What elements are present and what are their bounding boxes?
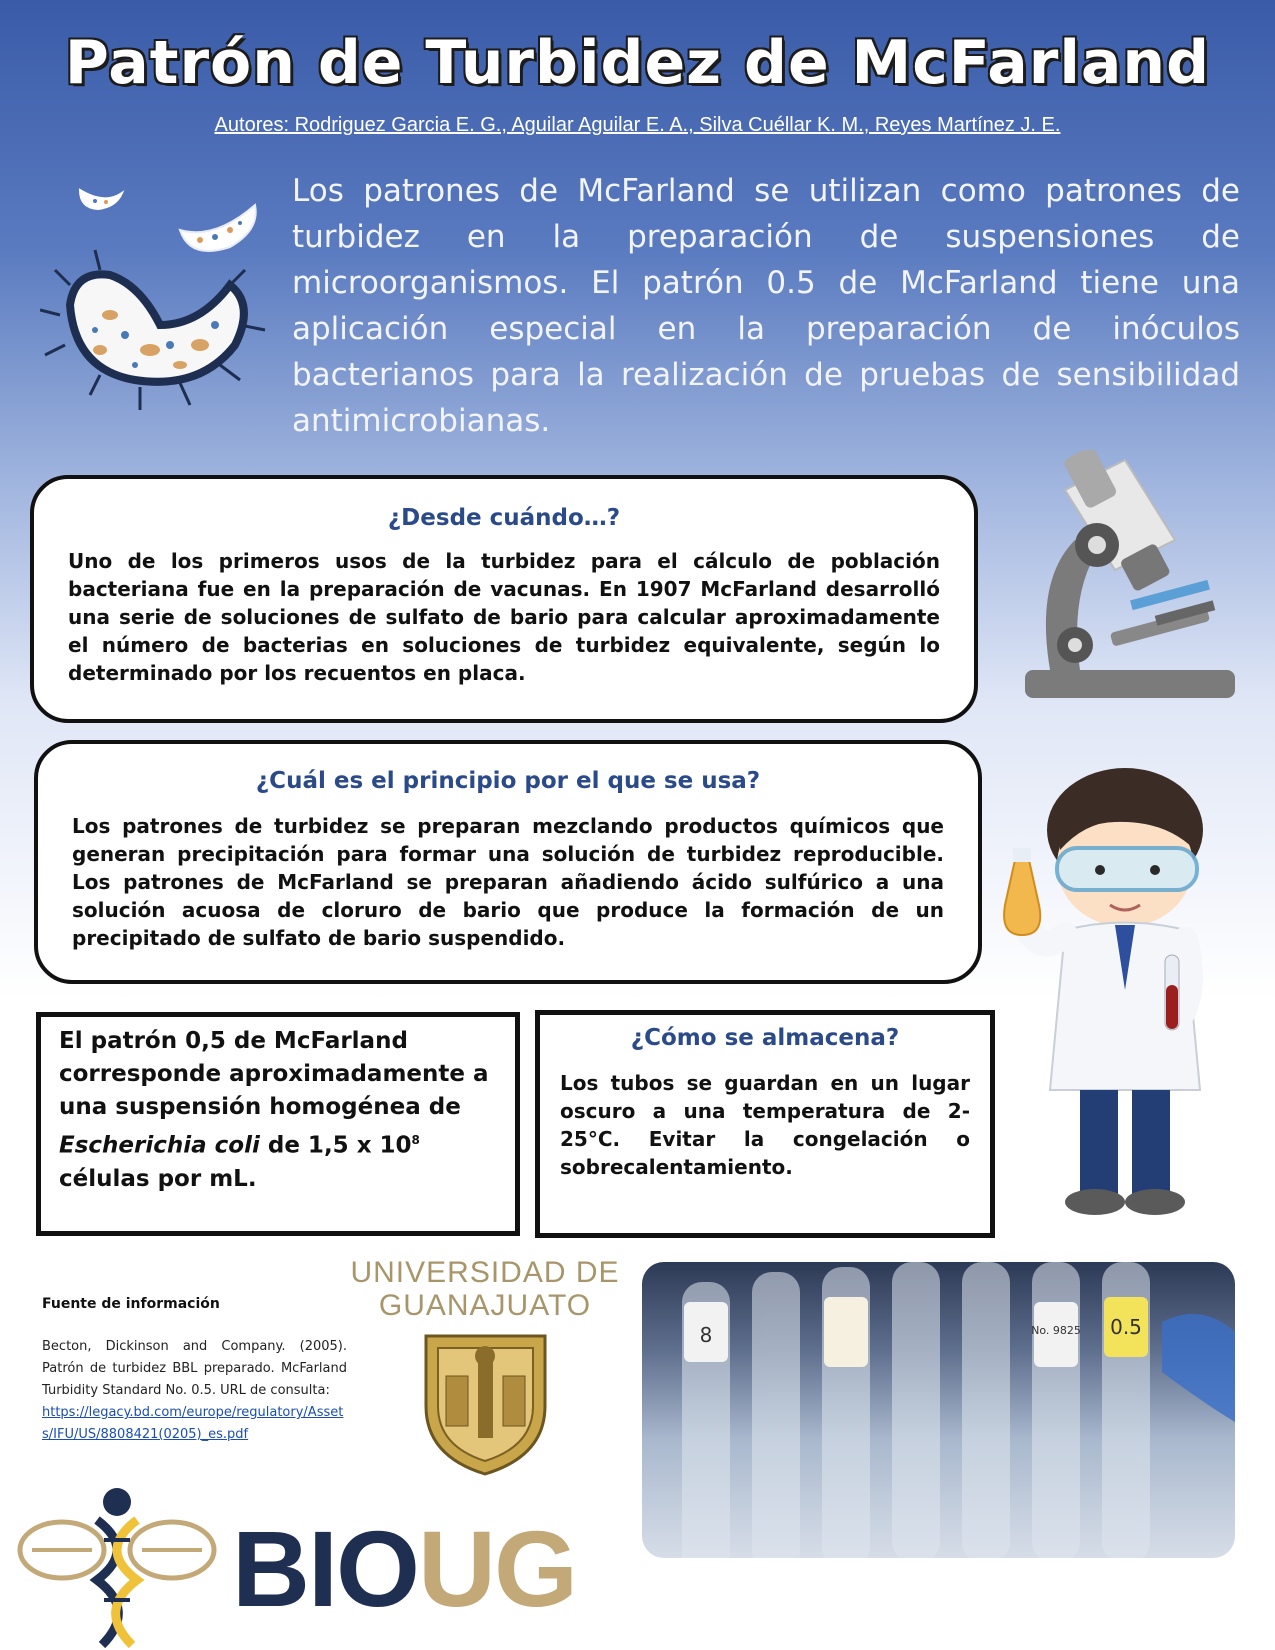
intro-paragraph: Los patrones de McFarland se utilizan como patrones de turbidez en la preparación de suspensiones de microorganismos. El patrón 0.5 de McFarland tiene una aplicación especial en la preparación de inóculos bacterianos para la realización de pruebas de sensibilidad antimicrobianas.: [292, 173, 1240, 439]
patron-text-after: células por mL.: [59, 1165, 257, 1192]
logo-part-ug: UG: [418, 1508, 577, 1629]
scientist-child-illustration: [995, 760, 1240, 1230]
microscope-icon: [1015, 450, 1240, 715]
section-body: Los tubos se guardan en un lugar oscuro a una temperatura de 2-25°C. Evitar la congelación o sobrecalentamiento.: [560, 1071, 970, 1179]
authors-line: Autores: Rodriguez Garcia E. G., Aguilar Aguilar E. A., Silva Cuéllar K. M., Reyes Martínez J. E.: [214, 114, 1061, 136]
section-heading: ¿Desde cuándo…?: [387, 505, 621, 531]
medium-bacterium-icon: [180, 205, 256, 251]
university-seal-icon: [418, 1326, 553, 1476]
tubes-image: [642, 1262, 1235, 1558]
section-body: [41, 1017, 515, 1196]
bioug-bee-logo-icon: [12, 1480, 222, 1650]
university-name-line1: UNIVERSIDAD DE: [350, 1256, 620, 1289]
poster-title: Patrón de Turbidez de McFarland: [64, 28, 1211, 98]
source-heading: Fuente de información: [42, 1296, 220, 1312]
source-link[interactable]: https://legacy.bd.com/europe/regulatory/Assets/IFU/US/8808421(0205)_es.pdf: [42, 1405, 344, 1442]
tube-label-2: 0.5: [1110, 1315, 1142, 1339]
logo-part-bio: BIO: [232, 1508, 419, 1629]
bacteria-illustration: [40, 175, 270, 415]
tube-label-1: 8: [699, 1323, 713, 1347]
university-name-line2: GUANAJUATO: [378, 1289, 592, 1322]
section-patron-05: [36, 1012, 520, 1236]
section-principio: [34, 740, 982, 984]
patron-text-before: El patrón 0,5 de McFarland corresponde aproximadamente a una suspensión homogénea de: [59, 1028, 489, 1120]
university-name: [340, 1256, 630, 1322]
citation-text: Becton, Dickinson and Company. (2005). Patrón de turbidez BBL preparado. McFarland Turbidity Standard No. 0.5. URL de consulta:: [42, 1339, 347, 1398]
bioug-logo-text: [232, 1506, 576, 1631]
small-bacterium-icon: [80, 190, 122, 209]
section-almacenamiento: [535, 1010, 995, 1238]
tube-label-3: No. 9825: [1031, 1324, 1081, 1337]
large-bacterium-icon: [40, 250, 265, 410]
organism-name: Escherichia coli: [59, 1132, 260, 1159]
section-body: Los patrones de turbidez se preparan mezclando productos químicos que generan precipitación para formar una solución de turbidez reproducible. Los patrones de McFarland se preparan añadiendo ácido sulfúrico a una solución acuosa de cloruro de bario que produce la formación de un precipitado de sulfato de bario suspendido.: [72, 814, 944, 950]
section-heading: ¿Cómo se almacena?: [630, 1025, 900, 1051]
section-heading: ¿Cuál es el principio por el que se usa?: [255, 768, 761, 794]
section-desde-cuando: [30, 475, 978, 723]
section-body: Uno de los primeros usos de la turbidez para el cálculo de población bacteriana fue en la preparación de vacunas. En 1907 McFarland desarrolló una serie de soluciones de sulfato de bario para calcular aproximadamente el número de bacterias en soluciones de turbidez equivalente, según lo determinado por los recuentos en placa.: [68, 549, 940, 685]
source-citation: [42, 1336, 347, 1446]
mcfarland-tubes-photo: [642, 1262, 1235, 1558]
patron-exponent: 8: [411, 1133, 420, 1147]
patron-text-mid: de 1,5 x 10: [259, 1132, 412, 1159]
